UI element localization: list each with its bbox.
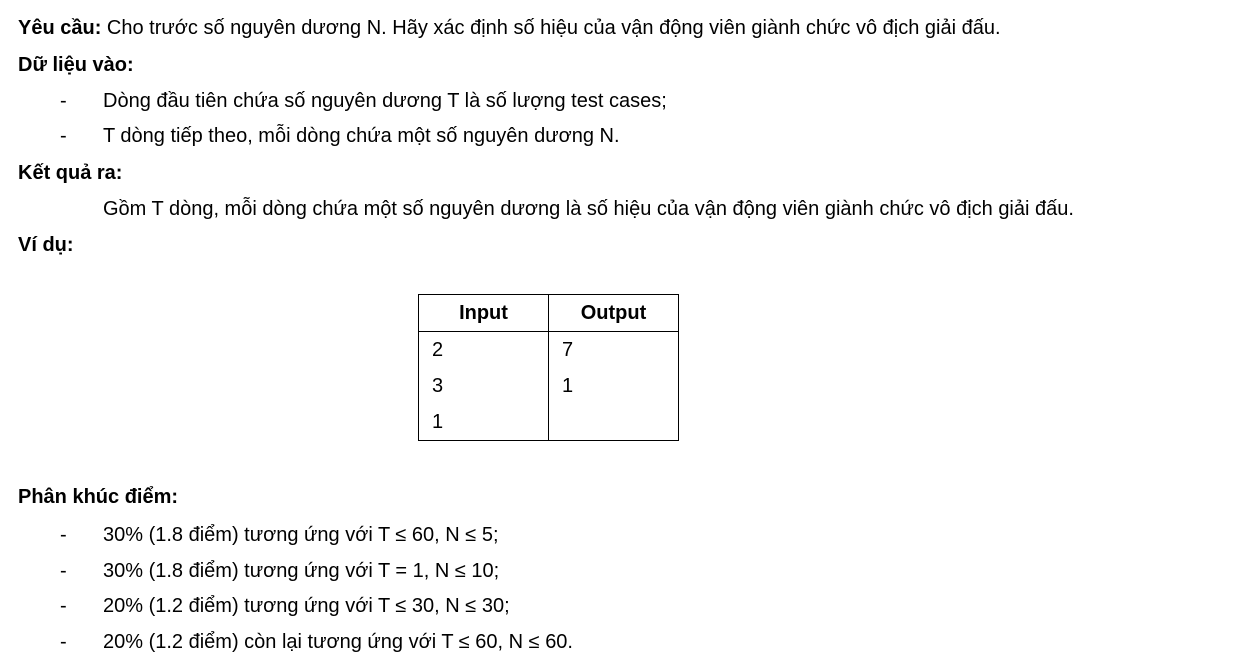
output-heading: Kết quả ra: bbox=[18, 162, 123, 184]
bullet-dash: - bbox=[60, 125, 67, 147]
table-cell-input: 3 bbox=[419, 368, 549, 404]
table-header-output: Output bbox=[549, 295, 679, 332]
input-item-text: T dòng tiếp theo, mỗi dòng chứa một số nguyên dương N. bbox=[103, 125, 620, 147]
table-cell-input: 1 bbox=[419, 404, 549, 441]
input-item-text: Dòng đầu tiên chứa số nguyên dương T là số lượng test cases; bbox=[103, 90, 667, 112]
table-cell-input: 2 bbox=[419, 332, 549, 369]
table-row bbox=[419, 368, 679, 404]
table-cell-output: 7 bbox=[549, 332, 679, 369]
example-heading: Ví dụ: bbox=[18, 234, 74, 256]
scoring-heading: Phân khúc điểm: bbox=[18, 486, 179, 508]
scoring-item-text: 30% (1.8 điểm) tương ứng với T ≤ 60, N ≤ 5; bbox=[103, 524, 499, 546]
table-row bbox=[419, 332, 679, 369]
scoring-item-text: 20% (1.2 điểm) còn lại tương ứng với T ≤ 60, N ≤ 60. bbox=[103, 631, 573, 653]
input-heading: Dữ liệu vào: bbox=[18, 54, 134, 76]
requirement-label: Yêu cầu: bbox=[18, 17, 102, 39]
bullet-dash: - bbox=[60, 631, 67, 653]
bullet-dash: - bbox=[60, 595, 67, 617]
table-header-input: Input bbox=[419, 295, 549, 332]
output-text: Gồm T dòng, mỗi dòng chứa một số nguyên dương là số hiệu của vận động viên giành chức vô địch giải đấu. bbox=[103, 198, 1074, 220]
table-cell-output bbox=[549, 404, 679, 441]
example-table bbox=[418, 294, 679, 441]
bullet-dash: - bbox=[60, 90, 67, 112]
requirement-paragraph bbox=[18, 16, 1001, 40]
requirement-text: Cho trước số nguyên dương N. Hãy xác định số hiệu của vận động viên giành chức vô địch giải đấu. bbox=[101, 17, 1001, 39]
bullet-dash: - bbox=[60, 524, 67, 546]
scoring-item-text: 20% (1.2 điểm) tương ứng với T ≤ 30, N ≤ 30; bbox=[103, 595, 510, 617]
table-cell-output: 1 bbox=[549, 368, 679, 404]
scoring-item-text: 30% (1.8 điểm) tương ứng với T = 1, N ≤ 10; bbox=[103, 560, 500, 582]
table-row bbox=[419, 404, 679, 441]
bullet-dash: - bbox=[60, 560, 67, 582]
table-header-row bbox=[419, 295, 679, 332]
